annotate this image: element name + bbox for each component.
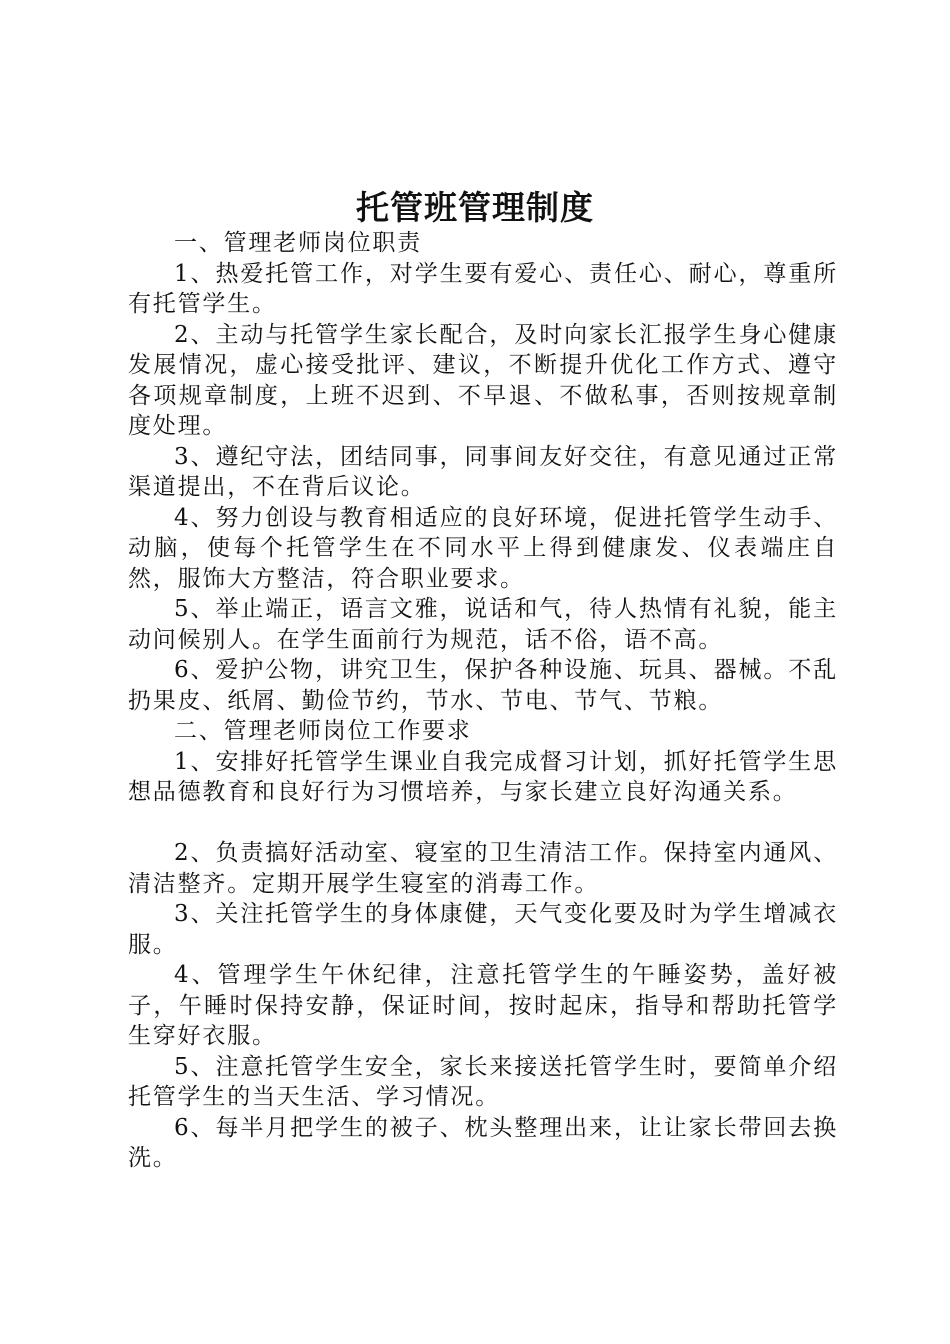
paragraph-1-2: 2、主动与托管学生家长配合，及时向家长汇报学生身心健康发展情况，虚心接受批评、建议，不断提升优化工作方式、遵守各项规章制度，上班不迟到、不早退、不做私事，否则按规章制度处理。 bbox=[128, 321, 838, 439]
paragraph-1-1: 1、热爱托管工作，对学生要有爱心、责任心、耐心，尊重所有托管学生。 bbox=[128, 260, 838, 317]
document-title: 托管班管理制度 bbox=[356, 188, 594, 227]
paragraph-1-5: 5、举止端正，语言文雅，说话和气，待人热情有礼貌，能主动问候别人。在学生面前行为规范，话不俗，语不高。 bbox=[128, 596, 838, 653]
section-heading-1: 一、管理老师岗位职责 bbox=[174, 230, 422, 256]
document-body bbox=[128, 228, 838, 1174]
section-heading-2: 二、管理老师岗位工作要求 bbox=[174, 718, 472, 744]
paragraph-1-3: 3、遵纪守法，团结同事，同事间友好交往，有意见通过正常渠道提出，不在背后议论。 bbox=[128, 443, 838, 500]
paragraph-1-6: 6、爱护公物，讲究卫生，保护各种设施、玩具、器械。不乱扔果皮、纸屑、勤俭节约，节水、节电、节气、节粮。 bbox=[128, 657, 838, 714]
paragraph-2-4: 4、管理学生午休纪律，注意托管学生的午睡姿势，盖好被子，午睡时保持安静，保证时间，按时起床，指导和帮助托管学生穿好衣服。 bbox=[128, 962, 838, 1049]
paragraph-2-1: 1、安排好托管学生课业自我完成督习计划，抓好托管学生思想品德教育和良好行为习惯培养，与家长建立良好沟通关系。 bbox=[128, 748, 838, 805]
blank-line bbox=[128, 808, 838, 839]
paragraph-2-5: 5、注意托管学生安全，家长来接送托管学生时，要简单介绍托管学生的当天生活、学习情况。 bbox=[128, 1053, 838, 1110]
paragraph-2-6: 6、每半月把学生的被子、枕头整理出来，让让家长带回去换洗。 bbox=[128, 1114, 838, 1171]
paragraph-2-3: 3、关注托管学生的身体康健，天气变化要及时为学生增减衣服。 bbox=[128, 901, 838, 958]
paragraph-1-4: 4、努力创设与教育相适应的良好环境，促进托管学生动手、动脑，使每个托管学生在不同水平上得到健康发、仪表端庄自然，服饰大方整洁，符合职业要求。 bbox=[128, 504, 838, 592]
paragraph-2-2: 2、负责搞好活动室、寝室的卫生清洁工作。保持室内通风、清洁整齐。定期开展学生寝室的消毒工作。 bbox=[128, 840, 838, 897]
